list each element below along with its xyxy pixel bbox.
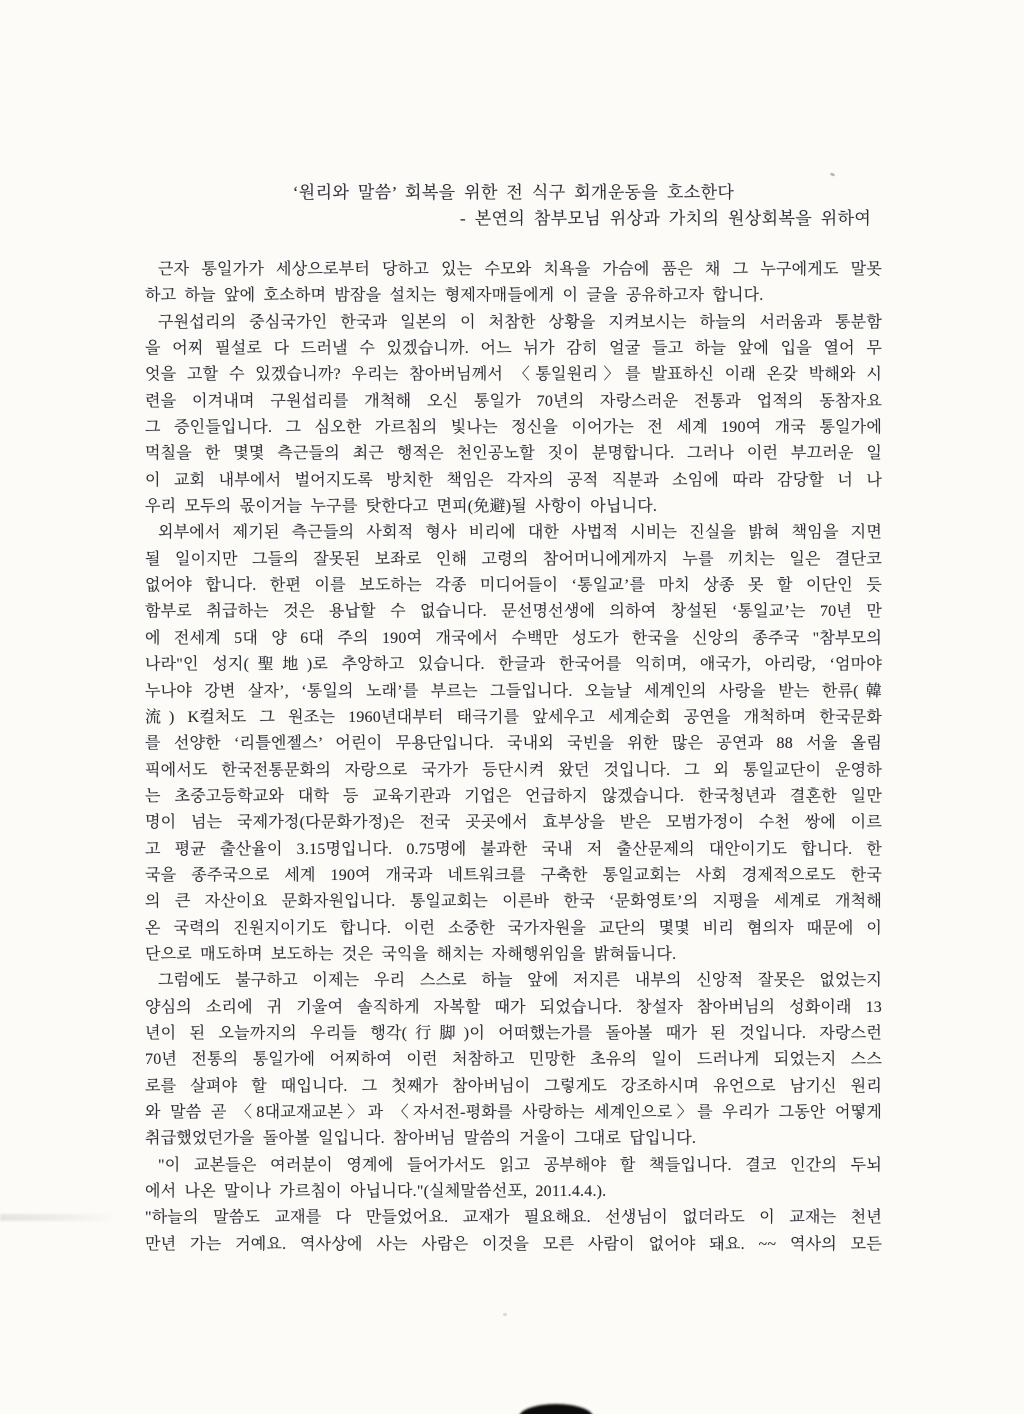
text-line: 만년 가는 거예요. 역사상에 사는 사람은 이것을 모른 사람이 없어야 돼요. ~~ 역사의 모든 xyxy=(145,1235,882,1253)
text-line: 년이 된 오늘까지의 우리들 행각(行脚)이 어떠했는가를 돌아볼 때가 된 것입니다. 자랑스런 xyxy=(145,1024,882,1042)
text-line: 구원섭리의 중심국가인 한국과 일본의 이 처참한 상황을 지켜보시는 하늘의 서러움과 통분함 xyxy=(158,313,882,331)
text-line: 될 일이지만 그들의 잘못된 보좌로 인해 고령의 참어머니에게까지 누를 끼치는 일은 결단코 xyxy=(145,550,882,568)
text-line: 단으로 매도하며 보도하는 것은 국익을 해치는 자해행위임을 밝혀둡니다. xyxy=(145,945,677,963)
text-line: 는 초중고등학교와 대학 등 교육기관과 기업은 언급하지 않겠습니다. 한국청년과 결혼한 일만 xyxy=(145,787,882,805)
text-line: 을 어찌 필설로 다 드러낼 수 있겠습니까. 어느 뉘가 감히 얼굴 들고 하늘 앞에 입을 열어 무 xyxy=(145,340,882,358)
text-line: 양심의 소리에 귀 기울여 솔직하게 자복할 때가 되었습니다. 창설자 참아버님의 성화이래 13 xyxy=(145,998,882,1016)
text-line: 로를 살펴야 할 때입니다. 그 첫째가 참아버님이 그렇게도 강조하시며 유언으로 남기신 원리 xyxy=(145,1077,882,1095)
title-block xyxy=(145,180,882,232)
scan-smudge xyxy=(0,1214,118,1221)
text-line: 누나야 강변 살자’, ‘통일의 노래’를 부르는 그들입니다. 오늘날 세계인의 사랑을 받는 한류(韓 xyxy=(145,682,882,700)
text-line: 의 큰 자산이요 문화자원입니다. 통일교회는 이른바 한국 ‘문화영토’의 지평을 세계로 개척해 xyxy=(145,893,882,911)
text-line: 픽에서도 한국전통문화의 자랑으로 국가가 등단시켜 왔던 것입니다. 그 외 통일교단이 운영하 xyxy=(145,761,882,779)
text-line: 외부에서 제기된 측근들의 사회적 형사 비리에 대한 사법적 시비는 진실을 밝혀 책임을 지면 xyxy=(158,524,882,542)
text-line: 그럼에도 불구하고 이제는 우리 스스로 하늘 앞에 저지른 내부의 신앙적 잘못은 없었는지 xyxy=(158,972,882,990)
text-line: 먹칠을 한 몇몇 측근들의 최근 행적은 천인공노할 짓이 분명합니다. 그러나 이런 부끄러운 일 xyxy=(145,445,882,463)
text-line: 나라"인 성지(聖地)로 추앙하고 있습니다. 한글과 한국어를 익히며, 애국가, 아리랑, ‘엄마야 xyxy=(145,656,882,674)
text-line: 에서 나온 말이나 가르침이 아닙니다."(실체말씀선포, 2011.4.4.). xyxy=(145,1183,607,1201)
scan-blot xyxy=(519,1404,593,1414)
text-line: 70년 전통의 통일가에 어찌하여 이런 처참하고 민망한 초유의 일이 드러나게 되었는지 스스 xyxy=(145,1051,882,1069)
text-line: 국을 종주국으로 세계 190여 개국과 네트워크를 구축한 통일교회는 사회 경제적으로도 한국 xyxy=(145,866,882,884)
text-line: 없어야 합니다. 한편 이를 보도하는 각종 미디어들이 ‘통일교’를 마치 상종 못 할 이단인 듯 xyxy=(145,577,882,595)
text-line: 명이 넘는 국제가정(다문화가정)은 전국 곳곳에서 효부상을 받은 모범가정이 수천 쌍에 이르 xyxy=(145,814,882,832)
text-line: 流) K컬처도 그 원조는 1960년대부터 태극기를 앞세우고 세계순회 공연을 개척하며 한국문화 xyxy=(145,708,882,726)
text-line: 와 말씀 곧 〈8대교재교본〉과 〈자서전-평화를 사랑하는 세계인으로〉를 우리가 그동안 어떻게 xyxy=(145,1104,882,1121)
text-line: 근자 통일가가 세상으로부터 당하고 있는 수모와 치욕을 가슴에 품은 채 그 누구에게도 말못 xyxy=(158,261,882,278)
text-line: 를 선양한 ‘리틀엔젤스’ 어린이 무용단입니다. 국내외 국빈을 위한 많은 공연과 88 서울 올림 xyxy=(145,735,882,753)
text-line: 련을 이겨내며 구원섭리를 개척해 오신 통일가 70년의 자랑스러운 전통과 업적의 동참자요 xyxy=(145,392,882,410)
text-line: 엇을 고할 수 있겠습니까? 우리는 참아버님께서 〈통일원리〉를 발표하신 이래 온갖 박해와 시 xyxy=(145,366,882,384)
text-line: 취급했었던가을 돌아볼 일입니다. 참아버님 말씀의 거울이 그대로 답입니다. xyxy=(145,1130,697,1148)
text-line: 그 증인들입니다. 그 심오한 가르침의 빛나는 정신을 이어가는 전 세계 190여 개국 통일가에 xyxy=(145,419,882,437)
text-line: "이 교본들은 여러분이 영계에 들어가서도 읽고 공부해야 할 책들입니다. 결코 인간의 두뇌 xyxy=(158,1156,882,1174)
text-line: "하늘의 말씀도 교재를 다 만들었어요. 교재가 필요해요. 선생님이 없더라도 이 교재는 천년 xyxy=(145,1209,882,1227)
document-title: ‘원리와 말씀’ 회복을 위한 전 식구 회개운동을 호소한다 xyxy=(292,183,735,202)
text-line: 함부로 취급하는 것은 용납할 수 없습니다. 문선명선생에 의하여 창설된 ‘통일교’는 70년 만 xyxy=(145,603,882,621)
scan-dot xyxy=(503,1313,507,1316)
text-line: 온 국력의 진원지이기도 합니다. 이런 소중한 국가자원을 교단의 몇몇 비리 혐의자 때문에 이 xyxy=(145,919,882,937)
text-line: 고 평균 출산율이 3.15명입니다. 0.75명에 불과한 국내 저 출산문제의 대안이기도 합니다. 한 xyxy=(145,840,882,858)
text-line: 우리 모두의 몫이거늘 누구를 탓한다고 면피(免避)될 사항이 아닙니다. xyxy=(145,498,658,516)
document-subtitle: - 본연의 참부모님 위상과 가치의 원상회복을 위하여 xyxy=(460,209,872,228)
text-line: 하고 하늘 앞에 호소하며 밤잠을 설치는 형제자매들에게 이 글을 공유하고자 합니다. xyxy=(145,287,764,305)
scan-speck xyxy=(830,172,836,177)
text-line: 이 교회 내부에서 벌어지도록 방치한 책임은 각자의 공적 직분과 소임에 따라 감당할 너 나 xyxy=(145,471,882,489)
text-line: 에 전세계 5대 양 6대 주의 190여 개국에서 수백만 성도가 한국을 신앙의 종주국 "참부모의 xyxy=(145,629,882,647)
document-body xyxy=(145,257,882,1258)
